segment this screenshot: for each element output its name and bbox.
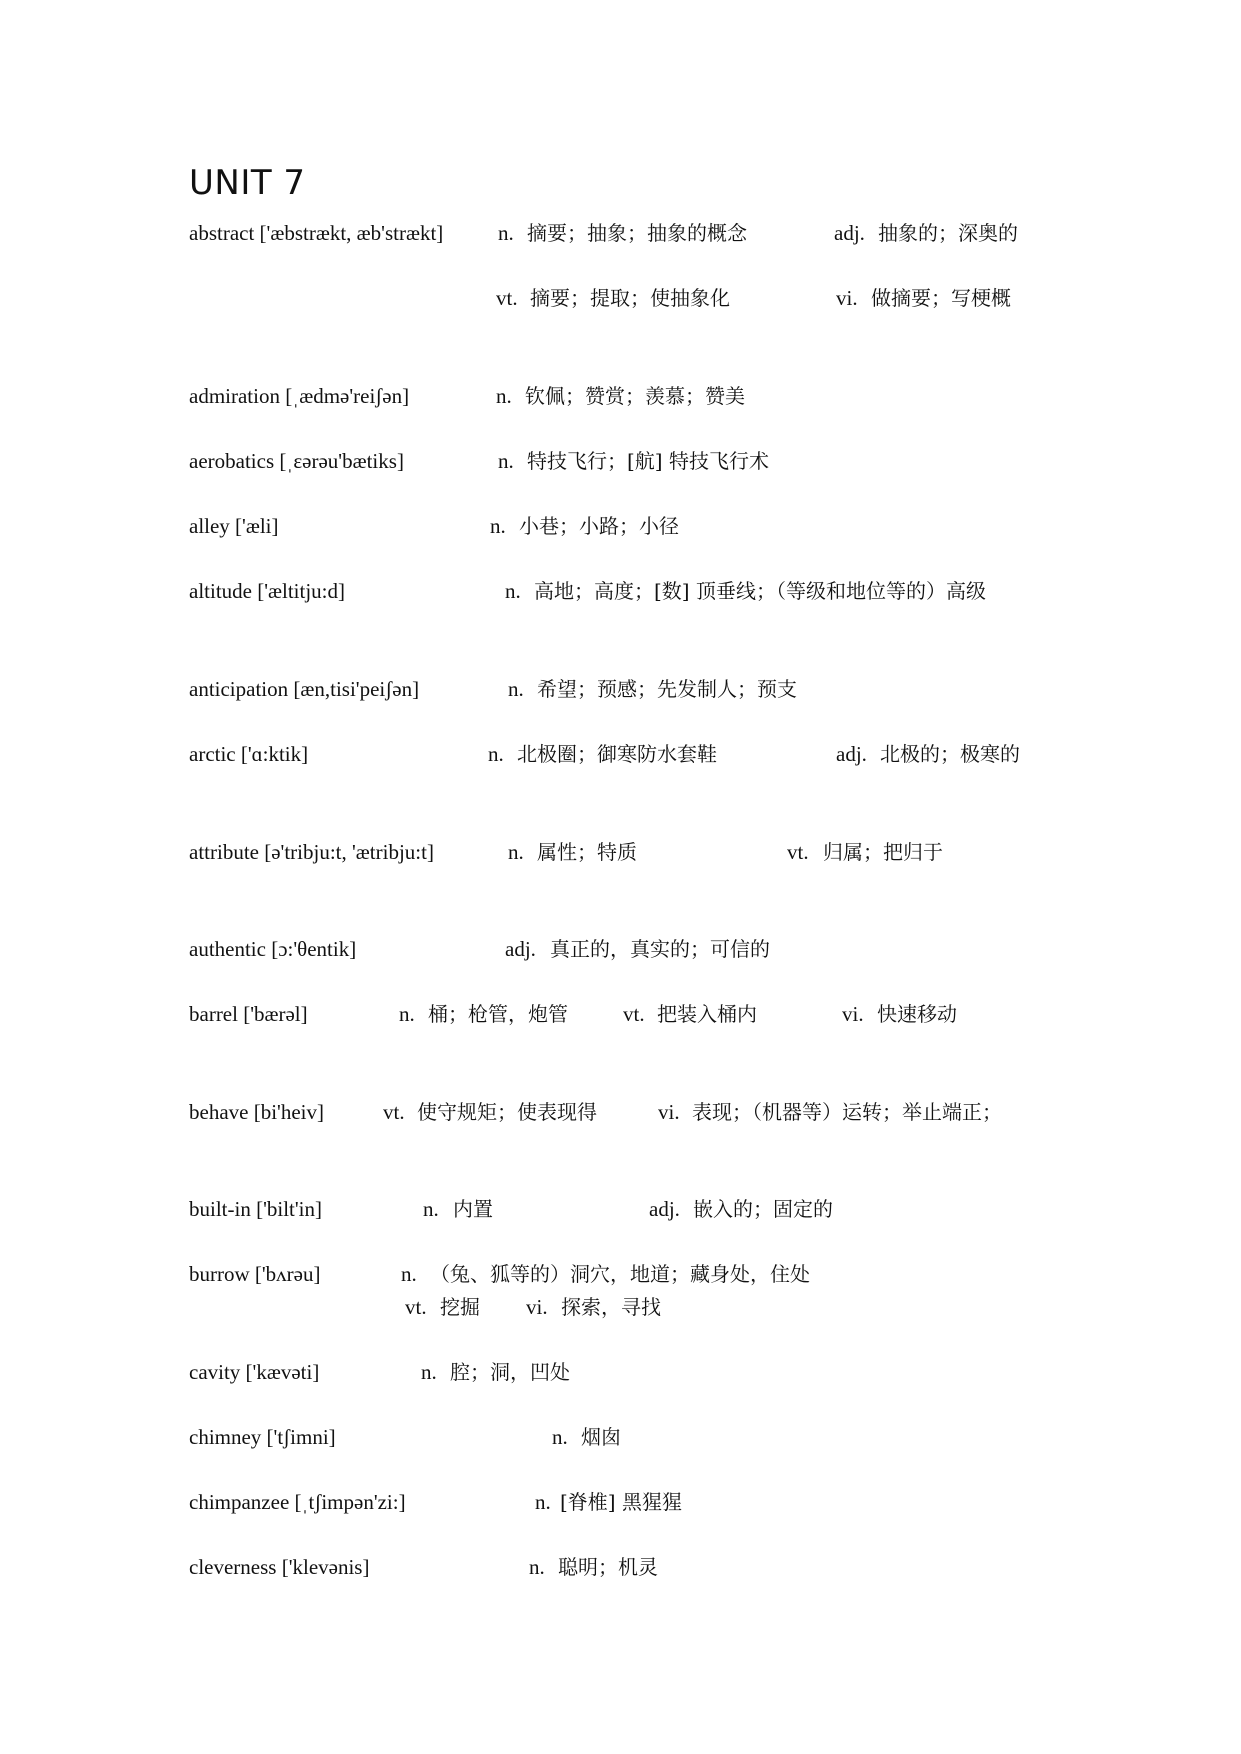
definition: 希望；预感；先发制人；预支 xyxy=(537,677,797,701)
part-of-speech: vt. xyxy=(383,1100,405,1124)
part-of-speech: vi. xyxy=(526,1295,548,1319)
part-of-speech: adj. xyxy=(649,1197,680,1221)
definition: 钦佩；赞赏；羡慕；赞美 xyxy=(525,384,745,408)
headword: cavity ['kævəti] xyxy=(189,1360,320,1384)
part-of-speech: n. xyxy=(496,384,512,408)
definition: 北极的；极寒的 xyxy=(880,742,1020,766)
headword: aerobatics [ˌεərəu'bætiks] xyxy=(189,449,404,473)
part-of-speech: n. xyxy=(552,1425,568,1449)
definition: 真正的，真实的；可信的 xyxy=(550,937,770,961)
part-of-speech: vi. xyxy=(658,1100,680,1124)
headword: alley ['æli] xyxy=(189,514,279,538)
definition: 高地；高度；[数] 顶垂线；（等级和地位等的）高级 xyxy=(534,579,986,603)
part-of-speech: n. xyxy=(508,677,524,701)
definition: 嵌入的；固定的 xyxy=(693,1197,833,1221)
headword: admiration [ˌædmə'reiʃən] xyxy=(189,384,410,408)
headword: anticipation [æn,tisi'peiʃən] xyxy=(189,677,420,701)
part-of-speech: vi. xyxy=(842,1002,864,1026)
part-of-speech: n. xyxy=(535,1490,551,1514)
definition: 桶；枪管，炮管 xyxy=(428,1002,568,1026)
definition: [脊椎] 黑猩猩 xyxy=(560,1490,682,1514)
headword: burrow ['bʌrəu] xyxy=(189,1262,321,1286)
definition: 抽象的；深奥的 xyxy=(878,221,1018,245)
headword: abstract ['æbstrækt, æb'strækt] xyxy=(189,221,444,245)
headword: attribute [ə'tribju:t, 'ætribju:t] xyxy=(189,840,434,864)
part-of-speech: vt. xyxy=(405,1295,427,1319)
definition: 归属；把归于 xyxy=(823,840,943,864)
headword: chimney ['tʃimni] xyxy=(189,1425,336,1449)
part-of-speech: n. xyxy=(421,1360,437,1384)
part-of-speech: n. xyxy=(505,579,521,603)
headword: cleverness ['klevənis] xyxy=(189,1555,370,1579)
part-of-speech: n. xyxy=(399,1002,415,1026)
headword: built-in ['bilt'in] xyxy=(189,1197,322,1221)
part-of-speech: n. xyxy=(401,1262,417,1286)
headword: chimpanzee [ˌtʃimpən'zi:] xyxy=(189,1490,406,1514)
definition: 表现；（机器等）运转；举止端正； xyxy=(692,1100,1002,1124)
part-of-speech: vt. xyxy=(496,286,518,310)
part-of-speech: adj. xyxy=(505,937,536,961)
definition: 北极圈；御寒防水套鞋 xyxy=(517,742,717,766)
definition: 内置 xyxy=(453,1197,493,1221)
headword: authentic [ɔ:'θentik] xyxy=(189,937,357,961)
definition: 烟囱 xyxy=(581,1425,621,1449)
definition: 小巷；小路；小径 xyxy=(519,514,679,538)
definition: 摘要；抽象；抽象的概念 xyxy=(527,221,747,245)
definition: 腔；洞，凹处 xyxy=(450,1360,570,1384)
definition: 使守规矩；使表现得 xyxy=(417,1100,597,1124)
part-of-speech: n. xyxy=(498,221,514,245)
definition: 属性；特质 xyxy=(537,840,637,864)
part-of-speech: n. xyxy=(490,514,506,538)
headword: altitude ['æltitju:d] xyxy=(189,579,346,603)
definition: （兔、狐等的）洞穴，地道；藏身处，住处 xyxy=(430,1262,810,1286)
definition: 挖掘 xyxy=(440,1295,480,1319)
part-of-speech: n. xyxy=(423,1197,439,1221)
headword: arctic ['ɑ:ktik] xyxy=(189,742,309,766)
part-of-speech: adj. xyxy=(836,742,867,766)
definition: 摘要；提取；使抽象化 xyxy=(530,286,730,310)
definition: 特技飞行；[航] 特技飞行术 xyxy=(527,449,769,473)
headword: barrel ['bærəl] xyxy=(189,1002,308,1026)
part-of-speech: adj. xyxy=(834,221,865,245)
unit-title: UNIT 7 xyxy=(189,163,306,203)
definition: 聪明；机灵 xyxy=(558,1555,658,1579)
definition: 做摘要；写梗概 xyxy=(871,286,1011,310)
part-of-speech: n. xyxy=(529,1555,545,1579)
part-of-speech: vt. xyxy=(623,1002,645,1026)
part-of-speech: vi. xyxy=(836,286,858,310)
part-of-speech: vt. xyxy=(787,840,809,864)
headword: behave [bi'heiv] xyxy=(189,1100,324,1124)
definition: 把装入桶内 xyxy=(657,1002,757,1026)
definition: 探索，寻找 xyxy=(561,1295,661,1319)
part-of-speech: n. xyxy=(498,449,514,473)
part-of-speech: n. xyxy=(488,742,504,766)
definition: 快速移动 xyxy=(877,1002,957,1026)
part-of-speech: n. xyxy=(508,840,524,864)
